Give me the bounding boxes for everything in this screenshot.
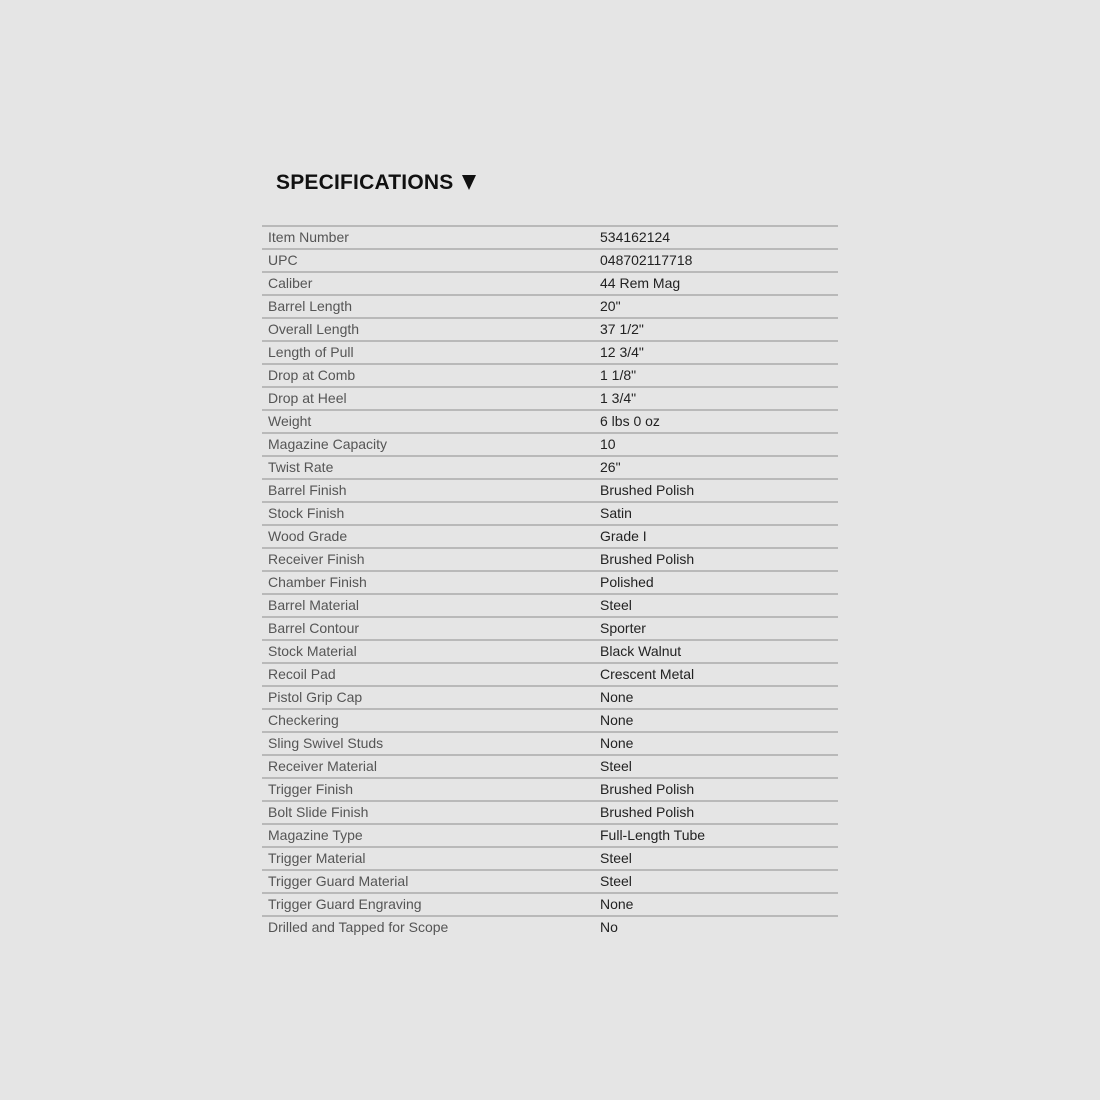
spec-label: Magazine Capacity bbox=[268, 436, 388, 452]
spec-label: Receiver Finish bbox=[268, 551, 365, 567]
spec-value: Crescent Metal bbox=[600, 666, 695, 682]
spec-value: Steel bbox=[600, 873, 632, 889]
spec-label: Twist Rate bbox=[268, 459, 334, 475]
spec-row bbox=[262, 548, 838, 571]
spec-row bbox=[262, 755, 838, 778]
spec-label: Item Number bbox=[268, 229, 349, 245]
spec-row bbox=[262, 640, 838, 663]
spec-row bbox=[262, 778, 838, 801]
spec-value: Polished bbox=[600, 574, 654, 590]
spec-value: Full-Length Tube bbox=[600, 827, 706, 843]
spec-label: Caliber bbox=[268, 275, 313, 291]
spec-value: 44 Rem Mag bbox=[600, 275, 681, 291]
spec-row bbox=[262, 272, 838, 295]
spec-row bbox=[262, 594, 838, 617]
spec-label: Sling Swivel Studs bbox=[268, 735, 384, 751]
spec-value: 6 lbs 0 oz bbox=[600, 413, 660, 429]
spec-label: Chamber Finish bbox=[268, 574, 367, 590]
spec-label: Stock Finish bbox=[268, 505, 345, 521]
spec-row bbox=[262, 824, 838, 847]
spec-label: Receiver Material bbox=[268, 758, 377, 774]
spec-row bbox=[262, 709, 838, 732]
spec-label: Barrel Contour bbox=[268, 620, 360, 636]
caret-down-icon bbox=[462, 175, 476, 190]
spec-value: 534162124 bbox=[600, 229, 671, 245]
spec-row bbox=[262, 571, 838, 594]
spec-value: No bbox=[600, 919, 618, 935]
spec-row bbox=[262, 479, 838, 502]
spec-label: Weight bbox=[268, 413, 312, 429]
spec-label: Barrel Material bbox=[268, 597, 360, 613]
spec-label: Magazine Type bbox=[268, 827, 363, 843]
spec-label: Trigger Guard Engraving bbox=[268, 896, 422, 912]
spec-label: Drop at Heel bbox=[268, 390, 347, 406]
spec-label: Drop at Comb bbox=[268, 367, 356, 383]
spec-row bbox=[262, 341, 838, 364]
spec-value: Brushed Polish bbox=[600, 551, 695, 567]
spec-label: Barrel Finish bbox=[268, 482, 347, 498]
spec-row bbox=[262, 387, 838, 410]
spec-value: 1 3/4" bbox=[600, 390, 637, 406]
spec-value: 37 1/2" bbox=[600, 321, 644, 337]
spec-value: Sporter bbox=[600, 620, 646, 636]
spec-label: Recoil Pad bbox=[268, 666, 336, 682]
spec-value: Steel bbox=[600, 758, 632, 774]
spec-label: UPC bbox=[268, 252, 298, 268]
spec-row bbox=[262, 525, 838, 548]
spec-value: Black Walnut bbox=[600, 643, 682, 659]
spec-label: Bolt Slide Finish bbox=[268, 804, 369, 820]
spec-row bbox=[262, 410, 838, 433]
spec-row bbox=[262, 801, 838, 824]
spec-row bbox=[262, 617, 838, 640]
spec-row bbox=[262, 295, 838, 318]
specifications-table bbox=[262, 225, 838, 938]
spec-label: Wood Grade bbox=[268, 528, 348, 544]
spec-value: 1 1/8" bbox=[600, 367, 637, 383]
spec-value: Brushed Polish bbox=[600, 781, 695, 797]
spec-value: None bbox=[600, 735, 634, 751]
spec-label: Checkering bbox=[268, 712, 339, 728]
spec-row bbox=[262, 893, 838, 916]
spec-row bbox=[262, 916, 838, 938]
specifications-toggle[interactable] bbox=[262, 166, 838, 200]
spec-label: Drilled and Tapped for Scope bbox=[268, 919, 449, 935]
spec-row bbox=[262, 433, 838, 456]
spec-row bbox=[262, 226, 838, 249]
specifications-section bbox=[262, 166, 838, 938]
spec-value: 26" bbox=[600, 459, 621, 475]
spec-label: Overall Length bbox=[268, 321, 360, 337]
spec-row bbox=[262, 502, 838, 525]
spec-row bbox=[262, 318, 838, 341]
spec-value: Brushed Polish bbox=[600, 804, 695, 820]
spec-value: 048702117718 bbox=[600, 252, 693, 268]
spec-row bbox=[262, 847, 838, 870]
spec-value: 10 bbox=[600, 436, 616, 452]
spec-row bbox=[262, 686, 838, 709]
spec-label: Length of Pull bbox=[268, 344, 354, 360]
spec-label: Trigger Finish bbox=[268, 781, 354, 797]
spec-value: Brushed Polish bbox=[600, 482, 695, 498]
spec-row bbox=[262, 663, 838, 686]
spec-value: Steel bbox=[600, 597, 632, 613]
spec-row bbox=[262, 870, 838, 893]
spec-label: Trigger Material bbox=[268, 850, 366, 866]
spec-value: Satin bbox=[600, 505, 632, 521]
spec-row bbox=[262, 456, 838, 479]
spec-value: 12 3/4" bbox=[600, 344, 644, 360]
spec-row bbox=[262, 732, 838, 755]
spec-value: None bbox=[600, 896, 634, 912]
spec-value: Grade I bbox=[600, 528, 647, 544]
spec-label: Trigger Guard Material bbox=[268, 873, 409, 889]
spec-row bbox=[262, 249, 838, 272]
spec-label: Stock Material bbox=[268, 643, 357, 659]
spec-label: Barrel Length bbox=[268, 298, 353, 314]
specifications-title: SPECIFICATIONS bbox=[276, 171, 454, 194]
spec-value: Steel bbox=[600, 850, 632, 866]
spec-row bbox=[262, 364, 838, 387]
spec-label: Pistol Grip Cap bbox=[268, 689, 363, 705]
spec-value: None bbox=[600, 689, 634, 705]
spec-value: None bbox=[600, 712, 634, 728]
spec-value: 20" bbox=[600, 298, 621, 314]
